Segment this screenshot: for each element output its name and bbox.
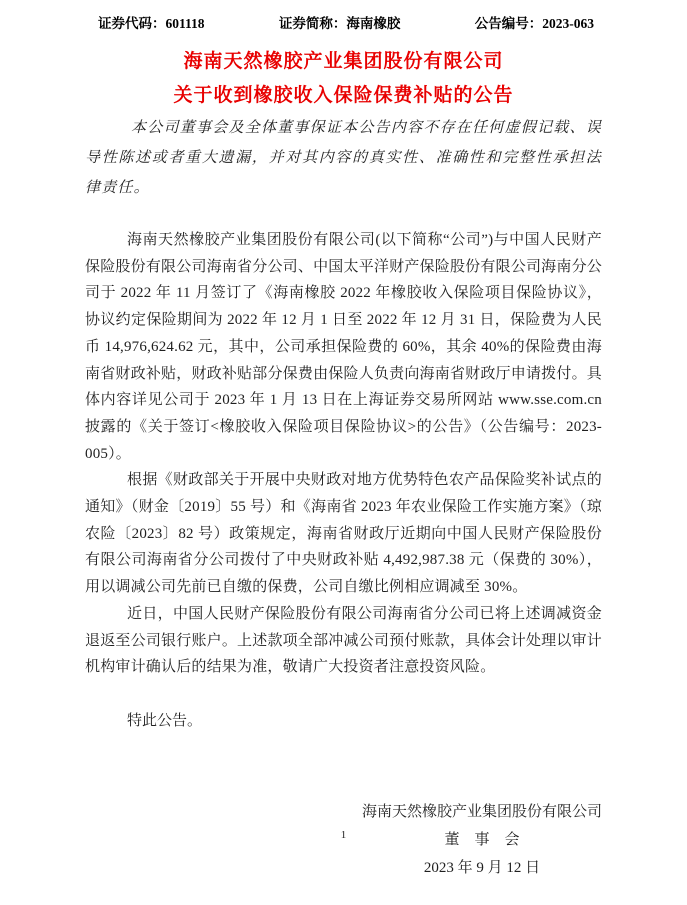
closing-statement: 特此公告。: [127, 712, 203, 729]
body-paragraph-3: 近日，中国人民财产保险股份有限公司海南省分公司已将上述调减资金退返至公司银行账户。上述款项全部冲减公司预付账款，具体会计处理以审计机构审计确认后的结果为准，敬请广大投资者注意投资风险。: [85, 605, 602, 676]
board-declaration: 本公司董事会及全体董事保证本公告内容不存在任何虚假记载、误导性陈述或者重大遗漏，并对其内容的真实性、准确性和完整性承担法律责任。: [85, 120, 602, 196]
signature-date: 2023 年 9 月 12 日: [423, 860, 541, 877]
body-paragraph-2: 根据《财政部关于开展中央财政对地方优势特色农产品保险奖补试点的通知》（财金〔2019〕55 号）和《海南省 2023 年农业保险工作实施方案》（琼农险〔2023〕82 号）政策规定，海南省财政厅近期向中国人民财产保险股份有限公司海南省分公司拨付了中央财政补贴 4,492,987.38 元（保费的 30%），用以调减公司先前已自缴的保费，公司自缴比例相应调减至 30%。: [85, 472, 602, 596]
body-paragraph-1: 海南天然橡胶产业集团股份有限公司(以下简称“公司”)与中国人民财产保险股份有限公司海南省分公司、中国太平洋财产保险股份有限公司海南分公司于 2022 年 11 月签订了《海南橡胶 2022 年橡胶收入保险项目保险协议》，协议约定保险期间为 2022 年 12 月 1 日至 2022 年 12 月 31 日，保险费为人民币 14,976,624.62 元，其中，公司承担保险费的 60%，其余 40%的保险费由海南省财政补贴，财政补贴部分保费由保险人负责向海南省财政厅申请拨付。具体内容详见公司于 2023 年 1 月 13 日在上海证券交易所网站 www.sse.com.cn 披露的《关于签订<橡胶收入保险项目保险协议>的公告》（公告编号：2023-005）。: [85, 232, 602, 462]
stock-code: [98, 15, 205, 33]
document-header: [85, 15, 602, 33]
announcement-number: [475, 15, 594, 33]
stock-code-value: 601118: [165, 16, 205, 31]
signature-board: 董 事 会: [444, 832, 520, 849]
page-number: 1: [340, 829, 347, 841]
announcement-number-label: 公告编号：: [474, 16, 543, 31]
announcement-number-value: 2023-063: [542, 16, 594, 31]
announcement-title: 关于收到橡胶收入保险保费补贴的公告: [173, 85, 514, 106]
stock-code-label: 证券代码：: [98, 16, 166, 31]
company-name-title: 海南天然橡胶产业集团股份有限公司: [183, 51, 504, 72]
stock-abbr: [279, 15, 401, 33]
stock-abbr-label: 证券简称：: [278, 16, 347, 31]
signature-company: 海南天然橡胶产业集团股份有限公司: [361, 804, 602, 821]
stock-abbr-value: 海南橡胶: [346, 16, 401, 31]
